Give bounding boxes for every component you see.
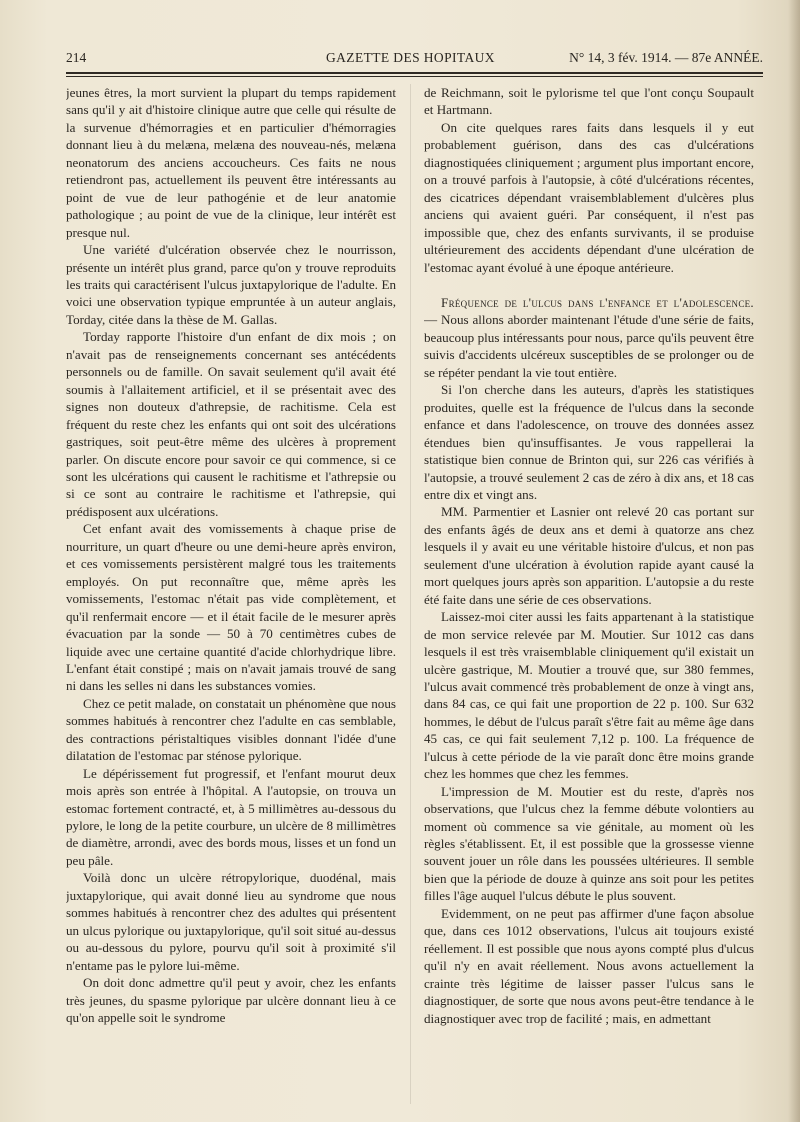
paragraph: Cet enfant avait des vomissements à chaque prise de nourriture, un quart d'heure ou une demi-heure après environ, et ces vomissements persistèrent malgré tous les traitements employés. On put reconnaître que, même après les vomissements, l'estomac n'était pas vide complètement, et qu'il renfermait encore — et il était facile de le mesurer après évacuation par la sonde — 50 à 70 centimètres cubes de liquide avec une certaine quantité d'acide chlorhydrique libre. L'enfant était constipé ; mais on n'avait jamais trouvé de sang ni dans les selles ni dans les substances vomies. bbox=[66, 521, 396, 694]
header-rule-thick bbox=[66, 72, 763, 74]
paragraph: Laissez-moi citer aussi les faits appartenant à la statistique de mon service relevée par M. Moutier. Sur 1012 cas dans lesquels il est très vraisemblable cliniquement qu'il existait un ulcère gastrique, M. Moutier a trouvé que, sur 380 femmes, l'ulcus avait commencé très probablement de onze à vingt ans, dans 84 cas, ce qui fait une proportion de 22 p. 100. Sur 632 hommes, le début de l'ulcus paraît s'être fait au même âge dans 45 cas, ce qui fait seulement 7,12 p. 100. La fréquence de l'ulcus à cette période de la vie paraît donc être moins grande chez les hommes que chez les femmes. bbox=[424, 609, 754, 782]
section-paragraph bbox=[424, 294, 754, 381]
paragraph: Voilà donc un ulcère rétropylorique, duodénal, mais juxtapylorique, qui avait donné lieu au syndrome que nous sommes habitués à rencontrer chez des adultes qui présentent un ulcus pylorique ou juxtapylorique, qu'il soit situé au-dessus ou au-dessous du pylore, pourvu qu'il soit à proximité s'il n'entame pas le pylore lui-même. bbox=[66, 870, 396, 973]
journal-title: GAZETTE DES HOPITAUX bbox=[326, 50, 495, 65]
section-text: — Nous allons aborder maintenant l'étude d'une série de faits, beaucoup plus intéressants pour nous, parce qu'ils peuvent être suivis d'accidents ulcéreux susceptibles de se prolonger ou de se répéter pendant la vie tout entière. bbox=[424, 312, 754, 380]
paragraph: Chez ce petit malade, on constatait un phénomène que nous sommes habitués à rencontrer chez l'adulte en cas semblable, des contractions péristaltiques visibles donnant l'idée d'une dilatation de l'estomac par sténose pylorique. bbox=[66, 695, 396, 764]
paragraph: On doit donc admettre qu'il peut y avoir, chez les enfants très jeunes, du spasme pylorique par ulcère donnant lieu à ce qu'on appelle soit le syndrome bbox=[66, 975, 396, 1026]
column-gutter bbox=[410, 84, 411, 1104]
paragraph: Si l'on cherche dans les auteurs, d'après les statistiques produites, quelle est la fréquence de l'ulcus dans la seconde enfance et dans l'adolescence, on trouve des données assez étendues bien qu'insuffisantes. Je vous rappellerai la statistique bien connue de Brinton qui, sur 226 cas vérifiés à l'autopsie, a trouvé seulement 2 cas de zéro à dix ans, et 18 cas entre dix et vingt ans. bbox=[424, 382, 754, 502]
paragraph: Une variété d'ulcération observée chez le nourrisson, présente un intérêt plus grand, parce qu'on y trouve reproduits les traits qui caractérisent l'ulcus juxtapylorique de l'adulte. En voici une observation typique empruntée à un auteur anglais, Torday, citée dans la thèse de M. Gallas. bbox=[66, 242, 396, 327]
paragraph: Evidemment, on ne peut pas affirmer d'une façon absolue que, dans ces 1012 observations, l'ulcus ait toujours existé réellement. Il est possible que nous ayons compté plus d'ulcus qu'il n'y en avait réellement. Nous avons actuellement la crainte très légitime de laisser passer l'ulcus sans le diagnostiquer, de sorte que nous avons peut-être tendance à le diagnostiquer avec trop de facilité ; mais, en admettant bbox=[424, 905, 754, 1026]
section-heading: Fréquence de l'ulcus dans l'enfance et l'adolescence. bbox=[441, 294, 754, 310]
paragraph: de Reichmann, soit le pylorisme tel que l'ont conçu Soupault et Hartmann. bbox=[424, 85, 754, 118]
paragraph: On cite quelques rares faits dans lesquels il y eut probablement guérison, dans des cas d'ulcérations diagnostiquées cliniquement ; argument plus important encore, on a trouvé parfois à l'autopsie, à côté d'ulcérations récentes, des cicatrices dépendant vraisemblablement d'ulcères plus anciens qui avaient guéri. Par conséquent, il n'est pas impossible que, chez des enfants survivants, il se produise ultérieurement des accidents dépendant d'une ulcération de l'estomac ayant évolué à une époque antérieure. bbox=[424, 119, 754, 275]
header-rule-thin bbox=[66, 76, 763, 77]
paragraph: Torday rapporte l'histoire d'un enfant de dix mois ; on n'avait pas de renseignements concernant ses antécédents personnels ou de famille. On savait seulement qu'il avait été soumis à l'allaitement artificiel, et il se présentait avec des signes non douteux d'athrepsie, de rachitisme. Cela est fréquent du reste chez les enfants qui ont soit des ulcérations gastriques, soit peut-être même des ulcères à proprement parler. On discute encore pour savoir ce qui commence, si ce sont les ulcérations qui causent le rachitisme et l'athrepsie ou si ce sont au contraire le rachitisme et l'athrepsie, qui prédisposent aux ulcérations. bbox=[66, 329, 396, 519]
paragraph: L'impression de M. Moutier est du reste, d'après nos observations, que l'ulcus chez la femme débute volontiers au moment où commence sa vie génitale, au moment où les règles s'établissent. Et, il est possible que la grossesse vienne souvent jouer un rôle dans les poussées ultérieures. Il semble bien que la période de douze à quinze ans soit pour les petites filles l'âge auquel l'ulcus débute le plus souvent. bbox=[424, 783, 754, 904]
page-spine-shadow bbox=[788, 0, 800, 1122]
page-number: 214 bbox=[66, 50, 87, 65]
right-column bbox=[424, 84, 754, 1114]
paragraph: jeunes êtres, la mort survient la plupart du temps rapidement sans qu'il y ait d'histoire clinique autre que celle qui résulte de la survenue d'hémorragies et en particulier d'hémorragies donnant lieu à du melæna, melæna des nouveau-nés, melæna neonatorum des anciens accoucheurs. Ces faits ne nous retiendront pas, actuellement ils peuvent être intéressants au point de vue de leur pathogénie et de leur anatomie pathologique ; au point de vue de la clinique, leur intérêt est presque nul. bbox=[66, 85, 396, 240]
left-column bbox=[66, 84, 396, 1114]
issue-info: N° 14, 3 fév. 1914. — 87e ANNÉE. bbox=[569, 50, 763, 65]
running-header bbox=[66, 47, 763, 69]
paragraph: Le dépérissement fut progressif, et l'enfant mourut deux mois après son entrée à l'hôpital. A l'autopsie, on trouva un estomac fortement contracté, et, à 5 millimètres au-dessous du pylore, le long de la petite courbure, un ulcère de 8 millimètres de diamètre, arrondi, avec des bords mous, lisses et un fond un peu pâle. bbox=[66, 765, 396, 868]
paragraph: MM. Parmentier et Lasnier ont relevé 20 cas portant sur des enfants âgés de deux ans et demi à quatorze ans chez lesquels il y avait eu une véritable histoire d'ulcus, et non pas seulement d'une ulcération à évolution rapide ayant causé la mort quelques jours après son apparition. L'autopsie a du reste été faite dans une série de ces observations. bbox=[424, 504, 754, 607]
